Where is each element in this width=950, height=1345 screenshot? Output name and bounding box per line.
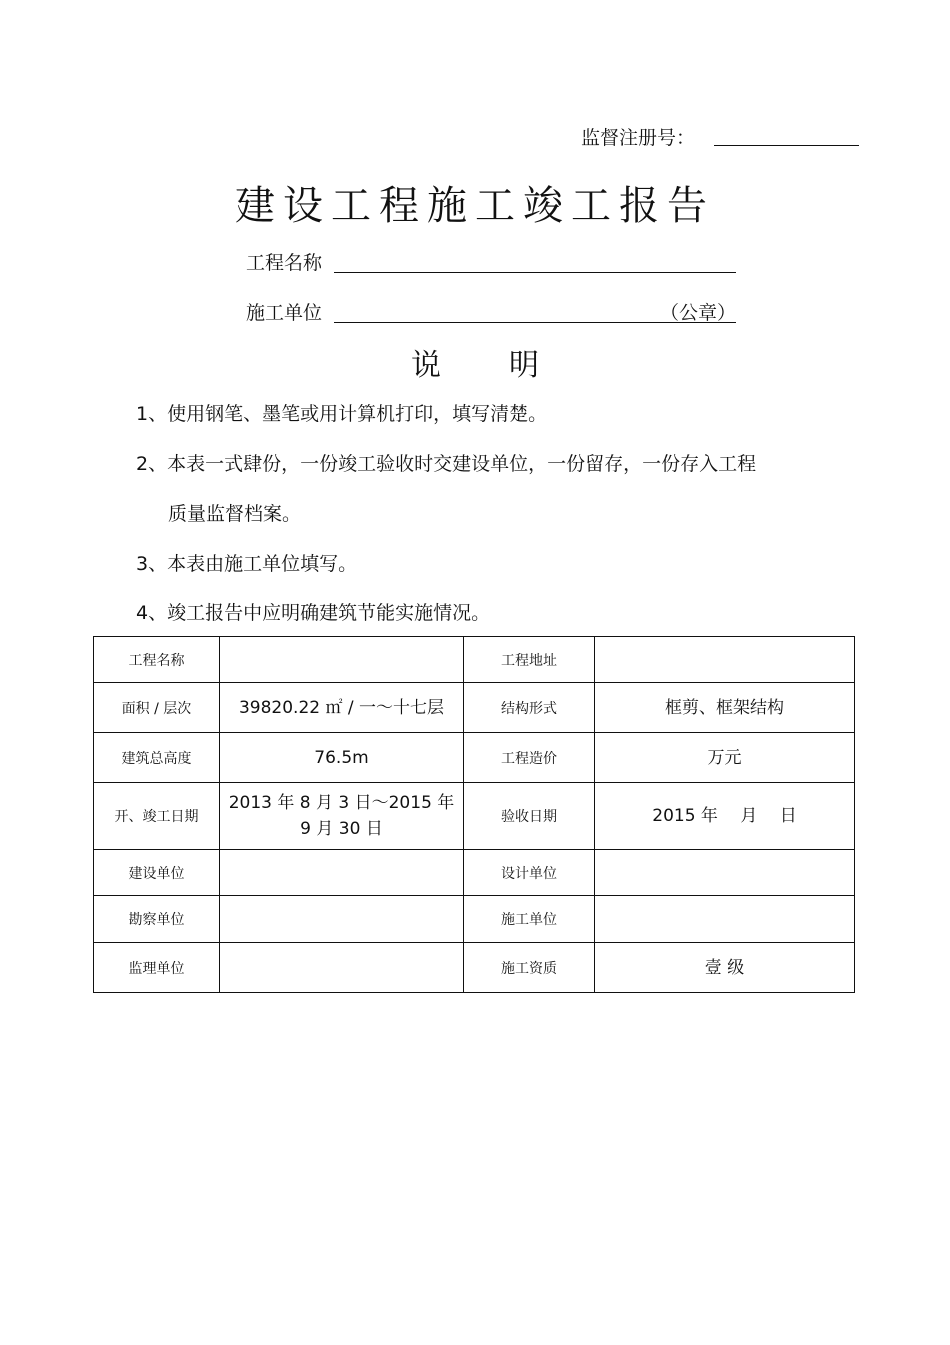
project-address-cell-label: 工程地址 <box>464 637 595 683</box>
structure-type-cell-label: 结构形式 <box>464 683 595 733</box>
acceptance-date-cell-value[interactable]: 2015 年 月 日 <box>595 783 855 850</box>
document-title: 建设工程施工竣工报告 <box>235 183 715 229</box>
supervision-unit-cell-value[interactable] <box>220 943 464 993</box>
start-completion-date-cell-label: 开、竣工日期 <box>94 783 220 850</box>
table-row <box>94 733 855 783</box>
construction-unit-label: 施工单位 <box>246 302 323 324</box>
table-row <box>94 683 855 733</box>
table-row <box>94 896 855 943</box>
survey-unit-cell-label: 勘察单位 <box>94 896 220 943</box>
design-unit-cell-label: 设计单位 <box>464 850 595 896</box>
registration-number-blank[interactable] <box>714 145 859 146</box>
table-row <box>94 783 855 850</box>
survey-unit-cell-value[interactable] <box>220 896 464 943</box>
project-name-blank[interactable] <box>334 272 736 273</box>
area-floors-cell-value[interactable]: 39820.22 ㎡ / 一～十七层 <box>220 683 464 733</box>
table-row <box>94 850 855 896</box>
acceptance-date-cell-label: 验收日期 <box>464 783 595 850</box>
construction-qualification-cell-value[interactable]: 壹 级 <box>595 943 855 993</box>
table-row <box>94 943 855 993</box>
construction-qualification-cell-label: 施工资质 <box>464 943 595 993</box>
project-name-label: 工程名称 <box>246 252 323 274</box>
project-name-cell-label: 工程名称 <box>94 637 220 683</box>
project-address-cell-value[interactable] <box>595 637 855 683</box>
building-height-cell-value[interactable]: 76.5m <box>220 733 464 783</box>
start-completion-date-cell-value[interactable]: 2013 年 8 月 3 日～2015 年 9 月 30 日 <box>220 783 464 850</box>
seal-note: （公章） <box>660 302 737 324</box>
instructions-title: 说明 <box>411 348 607 383</box>
instruction-item-4: 4、竣工报告中应明确建筑节能实施情况。 <box>136 602 491 624</box>
table-row <box>94 637 855 683</box>
instruction-item-1: 1、使用钢笔、墨笔或用计算机打印，填写清楚。 <box>136 403 548 425</box>
building-height-cell-label: 建筑总高度 <box>94 733 220 783</box>
instruction-item-3: 3、本表由施工单位填写。 <box>136 553 358 575</box>
developer-unit-cell-value[interactable] <box>220 850 464 896</box>
design-unit-cell-value[interactable] <box>595 850 855 896</box>
project-name-cell-value[interactable] <box>220 637 464 683</box>
instruction-item-2: 2、本表一式肆份，一份竣工验收时交建设单位，一份留存，一份存入工程 <box>136 453 757 475</box>
developer-unit-cell-label: 建设单位 <box>94 850 220 896</box>
structure-type-cell-value[interactable]: 框剪、框架结构 <box>595 683 855 733</box>
construction-unit-cell-label: 施工单位 <box>464 896 595 943</box>
area-floors-cell-label: 面积 / 层次 <box>94 683 220 733</box>
construction-unit-cell-value[interactable] <box>595 896 855 943</box>
registration-number-label: 监督注册号： <box>581 127 696 149</box>
project-info-table <box>93 636 855 993</box>
instruction-item-2-continued: 质量监督档案。 <box>168 503 302 525</box>
project-cost-cell-label: 工程造价 <box>464 733 595 783</box>
supervision-unit-cell-label: 监理单位 <box>94 943 220 993</box>
project-cost-cell-value[interactable]: 万元 <box>595 733 855 783</box>
